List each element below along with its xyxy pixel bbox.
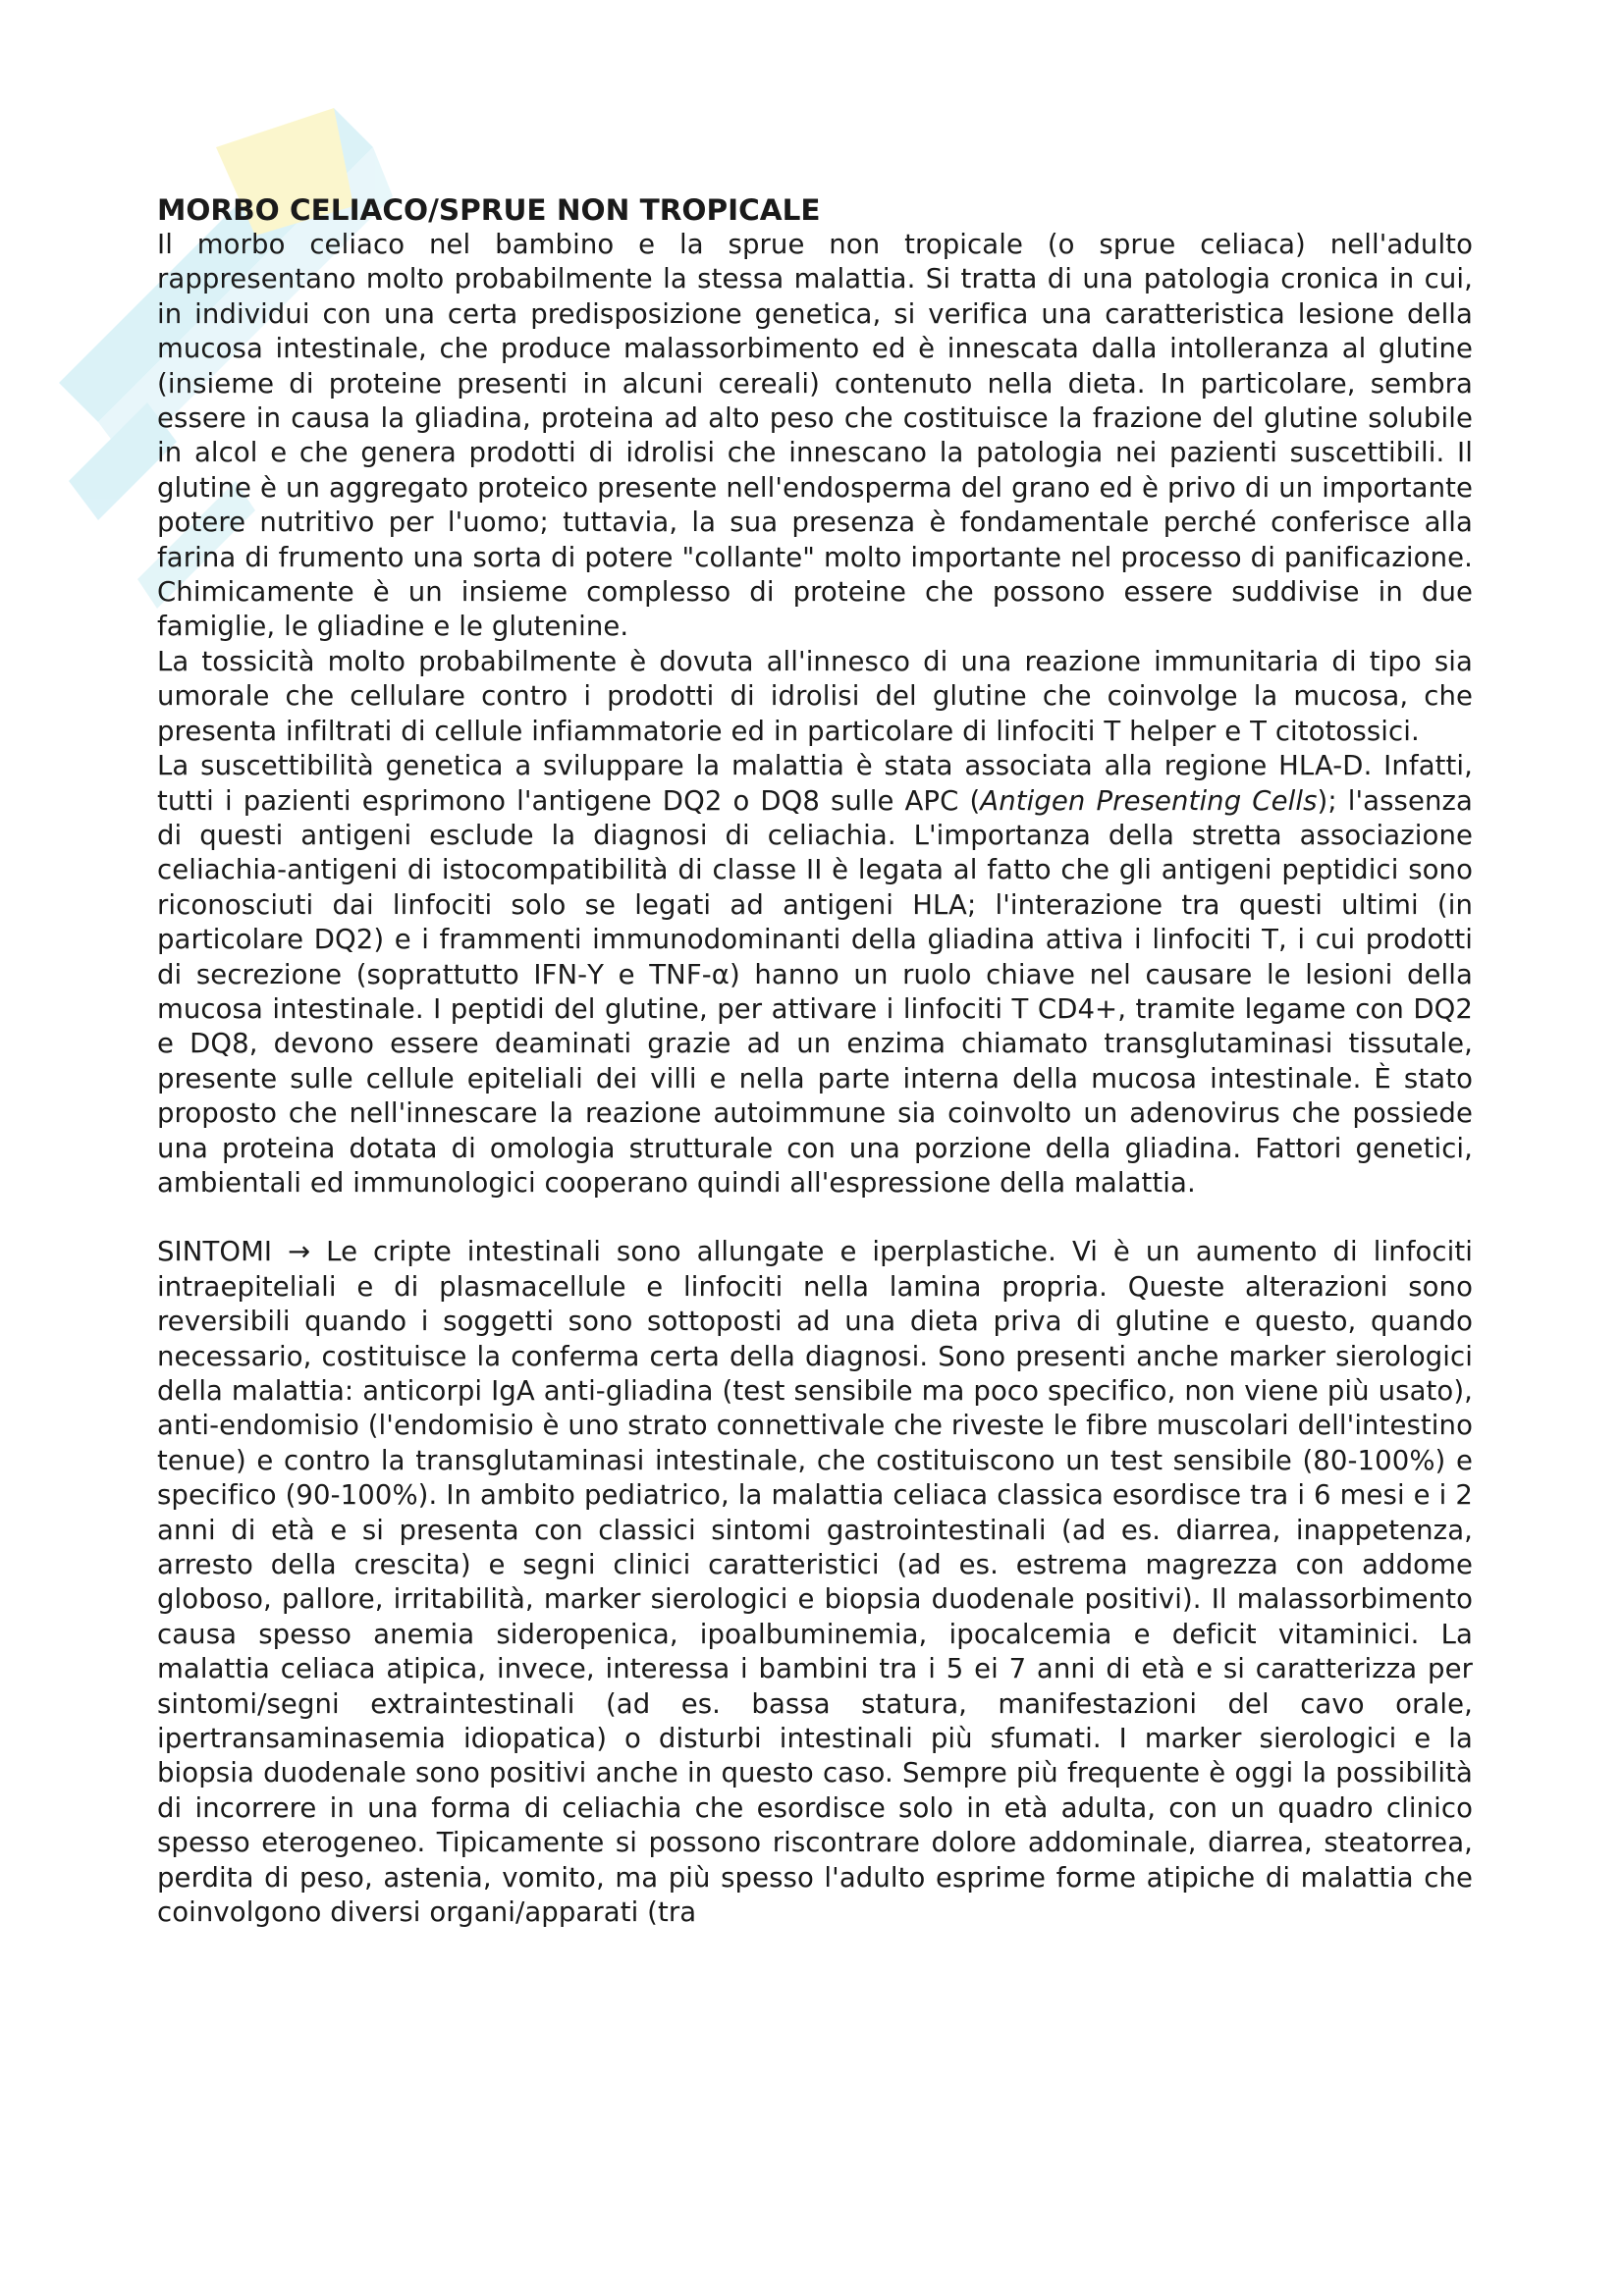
paragraph-sintomi [157, 1235, 1473, 1930]
right-arrow-icon: → [288, 1236, 311, 1268]
apc-italic-term: Antigen Presenting Cells [980, 784, 1318, 817]
sintomi-text: Le cripte intestinali sono allungate e iperplastiche. Vi è un aumento di linfociti intraepiteliali e di plasmacellule e linfociti nella lamina propria. Queste alterazioni sono reversibili quando i soggetti sono sottoposti ad una dieta priva di glutine e questo, quando necessario, costituisce la conferma certa della diagnosi. Sono presenti anche marker sierologici della malattia: anticorpi IgA anti-gliadina (test sensibile ma poco specifico, non viene più usato), anti-endomisio (l'endomisio è uno strato connettivale che riveste le fibre muscolari dell'intestino tenue) e contro la transglutaminasi intestinale, che costituiscono un test sensibile (80-100%) e specifico (90-100%). In ambito pediatrico, la malattia celiaca classica esordisce tra i 6 mesi e i 2 anni di età e si presenta con classici sintomi gastrointestinali (ad es. diarrea, inappetenza, arresto della crescita) e segni clinici caratteristici (ad es. estrema magrezza con addome globoso, pallore, irritabilità, marker sierologici e biopsia duodenale positivi). Il malassorbimento causa spesso anemia sideropenica, ipoalbuminemia, ipocalcemia e deficit vitaminici. La malattia celiaca atipica, invece, interessa i bambini tra i 5 ei 7 anni di età e si caratterizza per sintomi/segni extraintestinali (ad es. bassa statura, manifestazioni del cavo orale, ipertransaminasemia idiopatica) o disturbi intestinali più sfumati. I marker sierologici e la biopsia duodenale sono positivi anche in questo caso. Sempre più frequente è oggi la possibilità di incorrere in una forma di celiachia che esordisce solo in età adulta, con un quadro clinico spesso eterogeneo. Tipicamente si possono riscontrare dolore addominale, diarrea, steatorrea, perdita di peso, astenia, vomito, ma più spesso l'adulto esprime forme atipiche di malattia che coinvolgono diversi organi/apparati (tra [157, 1236, 1474, 1929]
paragraph-tossicita: La tossicità molto probabilmente è dovuta all'innesco di una reazione immunitaria di tipo sia umorale che cellulare contro i prodotti di idrolisi del glutine che coinvolge la mucosa, che presenta infiltrati di cellule infiammatorie ed in particolare di linfociti T helper e T citotossici. [157, 645, 1473, 747]
document-title: MORBO CELIACO/SPRUE NON TROPICALE [157, 193, 821, 227]
paragraph-suscettibilita-part2: ); l'assenza di questi antigeni esclude la diagnosi di celiachia. L'importanza della stretta associazione celiachia-antigeni di istocompatibilità di classe II è legata al fatto che gli antigeni peptidici sono riconosciuti dai linfociti solo se legati ad antigeni HLA; l'interazione tra questi ultimi (in particolare DQ2) e i frammenti immunodominanti della gliadina attiva i linfociti T, i cui prodotti di secrezione (soprattutto IFN-Υ e TNF-α) hanno un ruolo chiave nel causare le lesioni della mucosa intestinale. I peptidi del glutine, per attivare i linfociti T CD4+, tramite legame con DQ2 e DQ8, devono essere deaminati grazie ad un enzima chiamato transglutaminasi tissutale, presente sulle cellule epiteliali dei villi e nella parte interna della mucosa intestinale. È stato proposto che nell'innescare la reazione autoimmune sia coinvolto un adenovirus che possiede una proteina dotata di omologia strutturale con una porzione della gliadina. Fattori genetici, ambientali ed immunologici cooperano quindi all'espressione della malattia. [157, 784, 1473, 1199]
section-gap [157, 1201, 1473, 1235]
paragraph-suscettibilita-part1: La suscettibilità genetica a sviluppare la malattia è stata associata alla regione HLA-D. Infatti, tutti i pazienti esprimono l'antigene DQ2 o DQ8 sulle APC ( [157, 750, 1473, 817]
sintomi-label: SINTOMI [157, 1236, 273, 1268]
paragraph-suscettibilita [157, 749, 1473, 1201]
paragraph-intro: Il morbo celiaco nel bambino e la sprue non tropicale (o sprue celiaca) nell'adulto rappresentano molto probabilmente la stessa malattia. Si tratta di una patologia cronica in cui, in individui con una certa predisposizione genetica, si verifica una caratteristica lesione della mucosa intestinale, che produce malassorbimento ed è innescata dalla intolleranza al glutine (insieme di proteine presenti in alcuni cereali) contenuto nella dieta. In particolare, sembra essere in causa la gliadina, proteina ad alto peso che costituisce la frazione del glutine solubile in alcol e che genera prodotti di idrolisi che innescano la patologia nei pazienti suscettibili. Il glutine è un aggregato proteico presente nell'endosperma del grano ed è privo di un importante potere nutritivo per l'uomo; tuttavia, la sua presenza è fondamentale perché conferisce alla farina di frumento una sorta di potere "collante" molto importante nel processo di panificazione. Chimicamente è un insieme complesso di proteine che possono essere suddivise in due famiglie, le gliadine e le glutenine. [157, 229, 1473, 643]
document-page [157, 192, 1473, 1931]
